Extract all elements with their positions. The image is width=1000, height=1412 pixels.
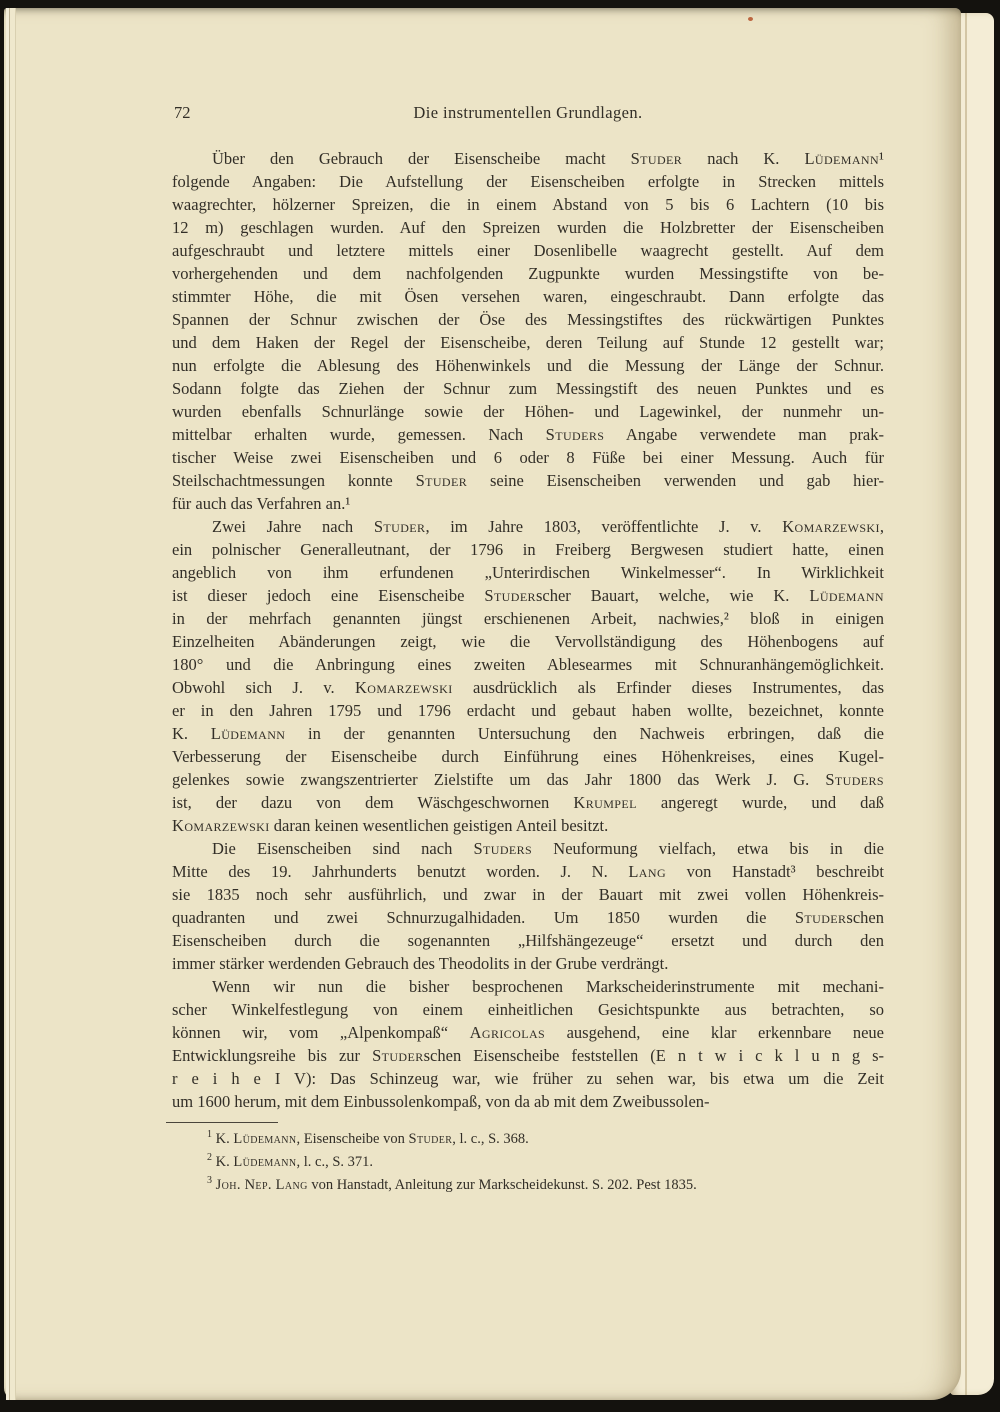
text-line: können wir, vom „Alpenkompaß“ Agricolas ausgehend, eine klar erkennbare neue (172, 1023, 884, 1042)
paragraphs (172, 147, 884, 1113)
text-line: Über den Gebrauch der Eisenscheibe macht Studer nach K. Lüdemann¹ (212, 149, 884, 168)
smallcaps-name: Lüdemann (233, 1131, 297, 1147)
text-line: nun erfolgte die Ablesung des Höhenwinkels und die Messung der Länge der Schnur. (172, 356, 884, 375)
text-line: Steilschachtmessungen konnte Studer seine Eisenscheiben verwenden und gab hier- (172, 471, 884, 490)
text-line: Eisenscheiben durch die sogenannten „Hilfshängezeuge“ ersetzt und durch den (172, 931, 884, 950)
smallcaps-name: Lang (628, 862, 667, 881)
text-line: quadranten und zwei Schnurzugalhidaden. Um 1850 wurden die Studerschen (172, 908, 884, 927)
smallcaps-name: Studers (473, 839, 533, 858)
paper-speck (748, 17, 753, 21)
text-line: sie 1835 noch sehr ausführlich, und zwar in der Bauart mit zwei vollen Höhenkreis- (172, 885, 884, 904)
footnote-marker: 2 (207, 1152, 212, 1164)
smallcaps-name: Studer (484, 586, 536, 605)
text-line: Spannen der Schnur zwischen der Öse des Messingstiftes des rückwärtigen Punktes (172, 310, 884, 329)
text-line: immer stärker werdenden Gebrauch des Theodolits in der Grube verdrängt. (172, 954, 669, 973)
text-line: für auch das Verfahren an.¹ (172, 494, 351, 513)
text-line: vorhergehenden und dem nachfolgenden Zugpunkte wurden Messingstifte von be- (172, 264, 884, 283)
smallcaps-name: Joh. (215, 1177, 241, 1193)
text-line: waagrechter, hölzerner Spreizen, die in einem Abstand von 5 bis 6 Lachtern (10 bis (172, 195, 884, 214)
footnote: $^3$ Joh. Nep. Lang von Hanstadt, Anleitung zur Markscheidekunst. S. 202. Pest 1835. (207, 1175, 697, 1193)
text-line: stimmter Höhe, die mit Ösen versehen waren, eingeschraubt. Dann erfolgte das (172, 287, 884, 306)
footnotes (172, 1128, 884, 1197)
text-line: Sodann folgte das Ziehen der Schnur zum Messingstift des neuen Punktes und es (172, 379, 884, 398)
smallcaps-name: Lüdemann (804, 149, 880, 168)
text-line: Komarzewski daran keinen wesentlichen geistigen Anteil besitzt. (172, 816, 609, 835)
text-line: 12 m) geschlagen wurden. Auf den Spreizen wurden die Holzbretter der Eisenscheiben (172, 218, 884, 237)
footnote-marker: 3 (207, 1175, 212, 1187)
text-line: Zwei Jahre nach Studer, im Jahre 1803, veröffentlichte J. v. Komarzewski, (212, 517, 884, 536)
smallcaps-name: Studer (630, 149, 683, 168)
running-title: Die instrumentellen Grundlagen. (413, 103, 643, 122)
smallcaps-name: Lang (275, 1177, 308, 1193)
text-line: gelenkes sowie zwangszentrierter Zielstifte um das Jahr 1800 das Werk J. G. Studers (172, 770, 884, 789)
text-line: ist dieser jedoch eine Eisenscheibe Studerscher Bauart, welche, wie K. Lüdemann (172, 586, 884, 605)
smallcaps-name: Nep. (244, 1177, 272, 1193)
smallcaps-name: Studer (408, 1131, 453, 1147)
footnote-marker: 1 (207, 1129, 212, 1141)
text-line: Mitte des 19. Jahrhunderts benutzt worden. J. N. Lang von Hanstadt³ beschreibt (172, 862, 884, 881)
smallcaps-name: Studer (415, 471, 468, 490)
footnote-rule (166, 1122, 278, 1123)
text-line: Entwicklungsreihe bis zur Studerschen Eisenscheibe feststellen (E n t w i c k l u n g s- (172, 1046, 885, 1065)
text-line: Einzelheiten Abänderungen zeigt, wie die Vervollständigung des Höhenbogens auf (172, 632, 884, 651)
smallcaps-name: Agricolas (469, 1023, 546, 1042)
paragraph (172, 515, 884, 837)
paragraph (172, 147, 884, 515)
text-line: folgende Angaben: Die Aufstellung der Eisenscheiben erfolgte in Strecken mittels (172, 172, 884, 191)
text-line: ist, der dazu von dem Wäschgeschwornen Krumpel angeregt wurde, und daß (172, 793, 885, 812)
text-line: Obwohl sich J. v. Komarzewski ausdrücklich als Erfinder dieses Instrumentes, das (172, 678, 884, 697)
page-number: 72 (174, 103, 191, 122)
smallcaps-name: Studers (825, 770, 884, 789)
text-line: in der mehrfach genannten jüngst erschienenen Arbeit, nachwies,² bloß in einigen (172, 609, 884, 628)
page-content (172, 103, 884, 1197)
smallcaps-name: Studers (545, 425, 605, 444)
smallcaps-name: Lüdemann (210, 724, 286, 743)
text-line: um 1600 herum, mit dem Einbussolenkompaß, von da ab mit dem Zweibussolen- (172, 1092, 710, 1111)
smallcaps-name: Lüdemann (809, 586, 884, 605)
paragraph (172, 975, 884, 1113)
text-line: ein polnischer Generalleutnant, der 1796 in Freiberg Bergwesen studiert hatte, einen (172, 540, 884, 559)
text-line: angeblich von ihm erfundenen „Unterirdischen Winkelmesser“. In Wirklichkeit (172, 563, 884, 582)
footnote: $^1$ K. Lüdemann, Eisenscheibe von Studer, l. c., S. 368. (207, 1129, 529, 1147)
smallcaps-name: Krumpel (573, 793, 637, 812)
smallcaps-name: Komarzewski (782, 517, 880, 536)
smallcaps-name: Studer (372, 1046, 424, 1065)
text-line: wurden ebenfalls Schnurlänge sowie der Höhen- und Lagewinkel, der nunmehr un- (172, 402, 884, 421)
text-line: und dem Haken der Regel der Eisenscheibe, deren Teilung auf Stunde 12 gestellt war; (172, 333, 884, 352)
page-header (172, 103, 884, 125)
footnote: $^2$ K. Lüdemann, l. c., S. 371. (207, 1152, 374, 1170)
text-line: 180° und die Anbringung eines zweiten Ablesearmes mit Schnuranhängemöglichkeit. (172, 655, 884, 674)
text-line: er in den Jahren 1795 und 1796 erdacht und gebaut haben wollte, bezeichnet, konnte (172, 701, 884, 720)
text-line: Wenn wir nun die bisher besprochenen Markscheiderinstrumente mit mechani- (212, 977, 884, 996)
text-line: mittelbar erhalten wurde, gemessen. Nach Studers Angabe verwendete man prak- (172, 425, 885, 444)
text-line: aufgeschraubt und letztere mittels einer Dosenlibelle waagrecht gestellt. Auf dem (172, 241, 884, 260)
paragraph (172, 837, 884, 975)
text-line: Verbesserung der Eisenscheibe durch Einführung eines Höhenkreises, eines Kugel- (172, 747, 884, 766)
smallcaps-name: Komarzewski (354, 678, 453, 697)
text-line: Die Eisenscheiben sind nach Studers Neuformung vielfach, etwa bis in die (212, 839, 884, 858)
text-line: tischer Weise zwei Eisenscheiben und 6 oder 8 Füße bei einer Messung. Auch für (172, 448, 884, 467)
smallcaps-name: Studer (794, 908, 847, 927)
smallcaps-name: Lüdemann (233, 1154, 297, 1170)
text-line: K. Lüdemann in der genannten Untersuchung den Nachweis erbringen, daß die (172, 724, 884, 743)
smallcaps-name: Studer (373, 517, 426, 536)
smallcaps-name: Komarzewski (172, 816, 270, 835)
text-line: scher Winkelfestlegung von einem einheitlichen Gesichtspunkte aus betrachten, so (172, 1000, 884, 1019)
text-line: r e i h e I V): Das Schinzeug war, wie früher zu sehen war, bis etwa um die Zeit (172, 1069, 884, 1088)
